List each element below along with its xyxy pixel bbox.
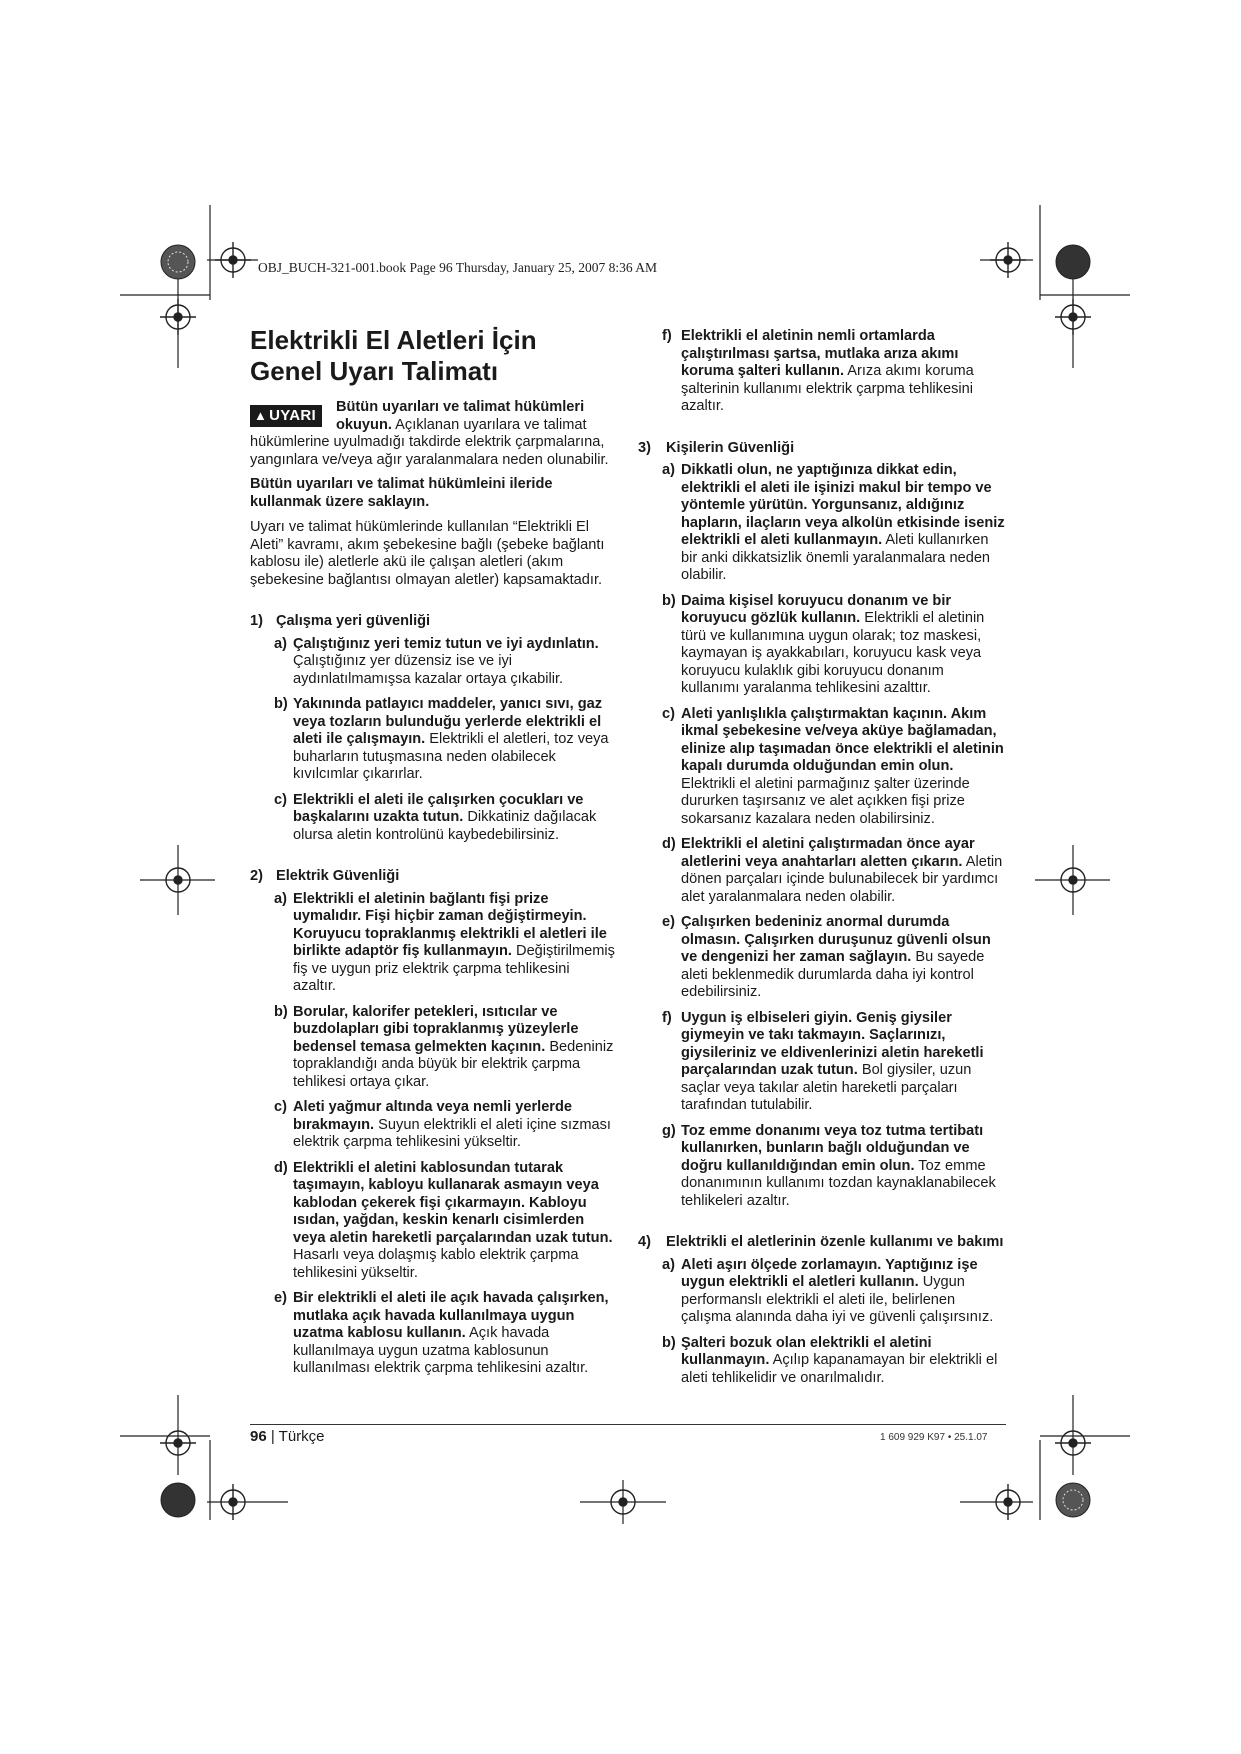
title-line-1: Elektrikli El Aletleri İçin (250, 325, 537, 355)
footer-language: Türkçe (278, 1428, 325, 1445)
list-item: a) Dikkatli olun, ne yaptığınıza dikkat edin, elektrikli el aleti ile işinizi makul bir tempo ve yöntemle yürütün. Yorgunsanız, aldığınız hapların, ilaçların veya alkolün etkisinde iseniz elektrikli el aleti kullanmayın. Aleti kullanırken bir anki dikkatsizlik önemli yaralanmalara neden olabilir. (662, 462, 1005, 583)
definition-text: Uyarı ve talimat hükümlerinde kullanılan “Elektrikli El Aleti” kavramı, akım şebekesine bağlı (şebeke bağlantı kablosu ile) aletlerle akü ile çalışan aletleri (akım şebekesine bağlantısı olmayan aletler) kapsamaktadır. (250, 519, 605, 588)
list-item: b) Daima kişisel koruyucu donanım ve bir koruyucu gözlük kullanın. Elektrikli el aletinin türü ve kullanımına uygun olarak; toz maskesi, kaymayan iş ayakkabıları, koruyucu kask veya koruyucu kulaklık gibi koruyucu donanım kullanımı yaralanma tehlikesini azalttır. (662, 592, 985, 696)
intro-bold: Bütün uyarıları ve talimat hükümleri okuyun. (335, 399, 585, 433)
keep-note: Bütün uyarıları ve talimat hükümleini ileride kullanmak üzere saklayın. (250, 476, 553, 510)
footer-code: 1 609 929 K97 • 25.1.07 (880, 1432, 988, 1443)
section-heading: 2) Elektrik Güvenliği (250, 868, 400, 884)
intro-block (250, 399, 616, 469)
section-heading: 3) Kişilerin Güvenliği (638, 439, 795, 456)
list-item: f) Elektrikli el aletinin nemli ortamlarda çalıştırılması şartsa, mutlaka arıza akımı koruma şalteri kullanın. Arıza akımı koruma şalterinin kullanımı elektrik çarpma tehlikesini azaltır. (662, 328, 974, 414)
right-column (638, 328, 1006, 1395)
list-item: e) Bir elektrikli el aleti ile açık havada çalışırken, mutlaka açık havada kullanılmaya uygun uzatma kablosu kullanın. Açık havada kullanılmaya uygun uzatma kablosunun kullanılması elektrik çarpma tehlikesini azaltır. (274, 1290, 609, 1376)
list-item: d) Elektrikli el aletini kablosundan tutarak taşımayın, kabloyu kullanarak asmayın veya kablodan çekerek fişi çıkarmayın. Kabloyu ısıdan, yağdan, keskin kenarlı cisimlerden veya aletin hareketli parçalarından uzak tutun. Hasarlı veya dolaşmış kablo elektrik çarpma tehlikesini yükseltir. (274, 1159, 613, 1281)
list-item: c) Elektrikli el aleti ile çalışırken çocukları ve başkalarını uzakta tutun. Dikkatiniz dağılacak olursa aletin kontrolünü kaybedebilirsiniz. (274, 791, 597, 843)
list-item: a) Çalıştığınız yeri temiz tutun ve iyi aydınlatın. Çalıştığınız yer düzensiz ise ve iyi aydınlatılmamışsa kazalar ortaya çıkabilir. (274, 635, 599, 687)
footer-page: 96 | Türkçe (250, 1428, 325, 1445)
list-item: c) Aleti yanlışlıkla çalıştırmaktan kaçının. Akım ikmal şebekesine ve/veya aküye bağlamadan, elinize alıp taşımadan önce elektrikli el aletinin kapalı durumda olduğundan emin olun. Elektrikli el aletini parmağınız şalter üzerinde dururken taşırsanız ve alet açıkken fişi prize sokarsanız kazalara neden olabilirsiniz. (662, 705, 1004, 827)
left-column (250, 325, 616, 1386)
list-item: e) Çalışırken bedeniniz anormal durumda olmasın. Çalışırken duruşunuz güvenli olsun ve dengenizi her zaman sağlayın. Bu sayede aleti beklenmedik durumlarda daha iyi kontrol edebilirsiniz. (662, 914, 991, 1000)
section-heading: 1) Çalışma yeri güvenliği (250, 613, 431, 629)
list-item: c) Aleti yağmur altında veya nemli yerlerde bırakmayın. Suyun elektrikli el aleti içine sızması elektrik çarpma tehlikesini yükseltir. (274, 1099, 611, 1150)
footer-rule (250, 1424, 1006, 1425)
list-item: b) Şalteri bozuk olan elektrikli el aletini kullanmayın. Açılıp kapanamayan bir elektrikli el aleti tehlikelidir ve onarılmalıdır. (662, 1334, 998, 1386)
warning-triangle-icon: ▲ (254, 408, 268, 423)
list-item: b) Yakınında patlayıcı maddeler, yanıcı sıvı, gaz veya tozların bulunduğu yerlerde elektrikli el aleti ile çalışmayın. Elektrikli el aletleri, toz veya buharların tutuşmasına neden olabilecek kıvılcımlar çıkarırlar. (274, 696, 609, 782)
list-item: a) Aleti aşırı ölçede zorlamayın. Yaptığınız işe uygun elektrikli el aletleri kullanın. Uygun performanslı elektrikli el aleti ile, belirlenen çalışma alanında daha iyi ve güvenli çalışırsınız. (662, 1256, 994, 1325)
warning-badge: ▲ UYARI (250, 405, 322, 427)
list-item: g) Toz emme donanımı veya toz tutma tertibatı kullanırken, bunların bağlı olduğundan ve doğru kullanıldığından emin olun. Toz emme donanımının kullanımı tozdan kaynaklanabilecek tehlikeleri azaltır. (662, 1122, 996, 1209)
section-heading: 4) Elektrikli el aletlerinin özenle kullanımı ve bakımı (638, 1234, 1004, 1250)
list-item: d) Elektrikli el aletini çalıştırmadan önce ayar aletlerini veya anahtarları aletten çıkarın. Aletin dönen parçaları içinde bulunabilecek bir yardımcı alet yaralanmalara neden olabilir. (662, 836, 1003, 905)
print-header: OBJ_BUCH-321-001.book Page 96 Thursday, January 25, 2007 8:36 AM (258, 260, 657, 275)
page-title (250, 325, 616, 387)
intro-text: Açıklanan uyarılara ve talimat hükümlerine uyulmadığı takdirde elektrik çarpmalarına, yangınlara ve/veya ağır yaralanmalara neden olunabilir. (250, 416, 609, 468)
list-item: f) Uygun iş elbiseleri giyin. Geniş giysiler giymeyin ve takı takmayın. Saçlarınızı, giysileriniz ve eldivenlerinizi aletin hareketli parçalarından uzak tutun. Bol giysiler, uzun saçlar veya takılar aletin hareketli parçaları tarafından tutulabilir. (662, 1009, 984, 1113)
title-line-2: Genel Uyarı Talimatı (250, 356, 499, 386)
list-item: b) Borular, kalorifer petekleri, ısıtıcılar ve buzdolapları gibi topraklanmış yüzeylerle bedensel temasa gelmekten kaçının. Bedeniniz topraklandığı anda büyük bir elektrik çarpma tehlikesi ortaya çıkar. (274, 1003, 614, 1090)
list-item: a) Elektrikli el aletinin bağlantı fişi prize uymalıdır. Fişi hiçbir zaman değiştirmeyin. Koruyucu topraklanmış elektrikli el aletleri ile birlikte adaptör fiş kullanmayın. Değiştirilmemiş fiş ve uygun priz elektrik çarpma tehlikesini azaltır. (274, 890, 615, 994)
page-number: 96 (250, 1428, 267, 1445)
